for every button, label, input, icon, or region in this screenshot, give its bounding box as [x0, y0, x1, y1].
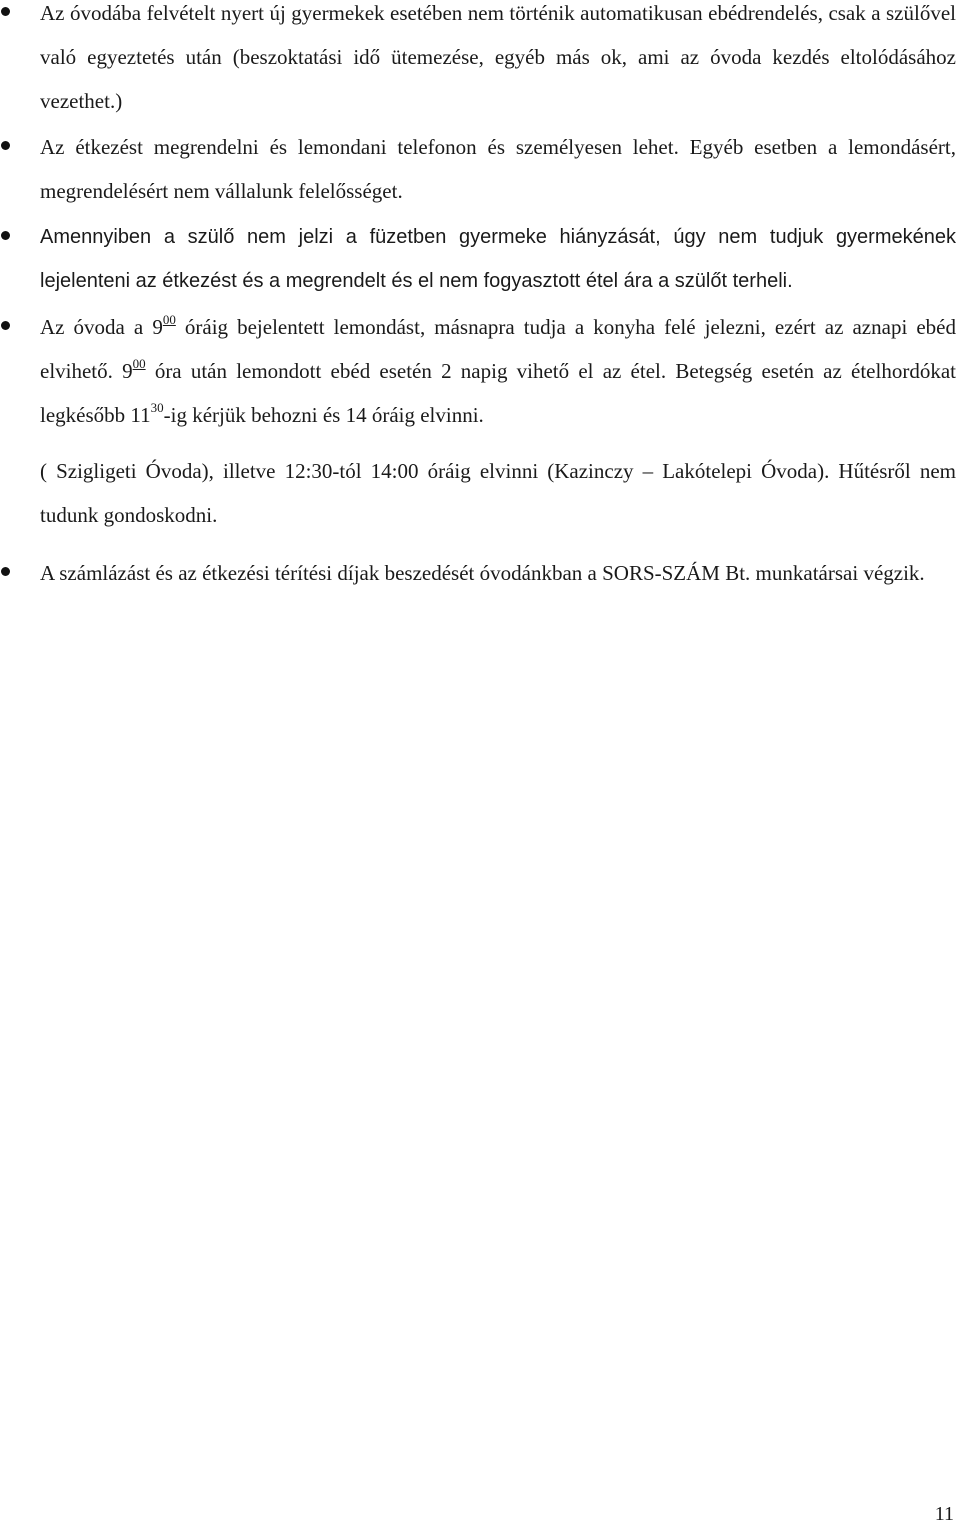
text-part: -ig kérjük behozni és 14 óráig elvinni. — [163, 403, 484, 427]
bullet-icon — [1, 7, 10, 16]
bullet-icon — [1, 567, 10, 576]
rules-list — [0, 0, 960, 437]
bullet-icon — [1, 321, 10, 330]
time-superscript: 30 — [150, 400, 164, 415]
text-part: óráig bejelentett lemondást, másnapra tudja a konyha felé jelezni, ezért az aznapi ebéd elvihető. 9 — [40, 315, 956, 383]
continuation-paragraph: ( Szigligeti Óvoda), illetve 12:30-tól 14:00 óráig elvinni (Kazinczy – Lakótelepi Óvoda). Hűtésről nem tudunk gondoskodni. — [40, 459, 956, 527]
list-item — [0, 215, 960, 303]
list-item-text: Amennyiben a szülő nem jelzi a füzetben gyermeke hiányzását, úgy nem tudjuk gyermekének lejelenteni az étkezést és a megrendelt és el nem fogyasztott étel ára a szülőt terheli. — [40, 226, 956, 292]
time-superscript: 00 — [162, 312, 176, 327]
list-item — [0, 305, 960, 437]
bullet-icon — [1, 141, 10, 150]
list-item-text: Az étkezést megrendelni és lemondani telefonon és személyesen lehet. Egyéb esetben a lemondásért, megrendelésért nem vállalunk felelősséget. — [40, 135, 956, 203]
time-superscript: 00 — [132, 356, 146, 371]
page-number: 11 — [934, 1503, 954, 1525]
text-part: Az óvoda a 9 — [40, 315, 163, 339]
list-item — [0, 125, 960, 213]
rules-list-end — [0, 551, 960, 595]
list-item-text: Az óvodába felvételt nyert új gyermekek esetében nem történik automatikusan ebédrendelés, csak a szülővel való egyeztetés után (beszoktatási idő ütemezése, egyéb más ok, ami az óvoda kezdés eltolódásához vezethet.) — [40, 1, 956, 113]
text-part: óra után lemondott ebéd esetén 2 napig vihető el az étel. Betegség esetén az ételhordókat legkésőbb 11 — [40, 359, 956, 427]
list-item — [0, 0, 960, 123]
list-item — [0, 551, 960, 595]
bullet-icon — [1, 231, 10, 240]
list-item-text: A számlázást és az étkezési térítési díjak beszedését óvodánkban a SORS-SZÁM Bt. munkatársai végzik. — [40, 561, 925, 585]
